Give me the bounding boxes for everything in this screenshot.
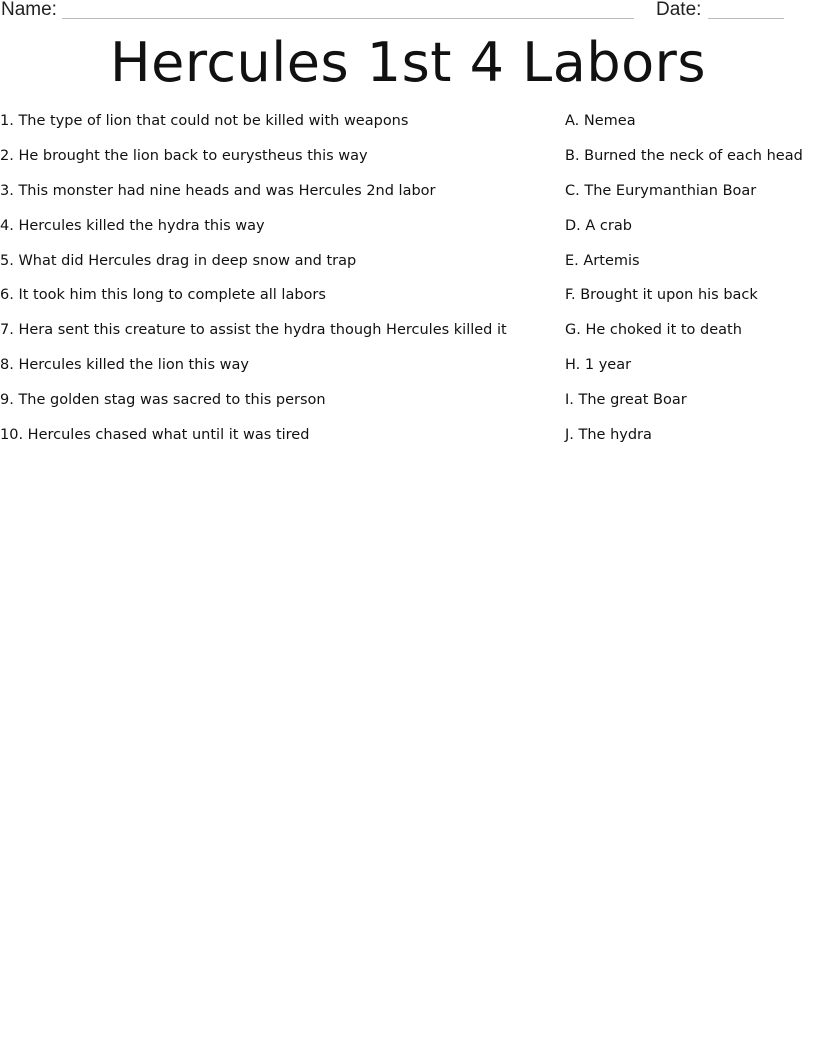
question-item: 10. Hercules chased what until it was tired	[0, 427, 310, 444]
answer-item: G. He choked it to death	[565, 322, 742, 339]
question-item: 8. Hercules killed the lion this way	[0, 357, 249, 374]
question-item: 1. The type of lion that could not be killed with weapons	[0, 113, 409, 129]
worksheet-header	[0, 0, 816, 24]
answer-item: C. The Eurymanthian Boar	[565, 182, 757, 199]
question-item: 6. It took him this long to complete all labors	[0, 287, 326, 304]
name-field[interactable]	[62, 18, 634, 19]
questions-list	[0, 111, 550, 460]
answer-item: E. Artemis	[565, 252, 640, 269]
answer-item: I. The great Boar	[565, 392, 687, 409]
answer-item: F. Brought it upon his back	[565, 287, 758, 304]
question-item: 3. This monster had nine heads and was Hercules 2nd labor	[0, 182, 436, 199]
date-label: Date:	[656, 0, 702, 20]
date-field[interactable]	[708, 18, 784, 19]
answer-item: B. Burned the neck of each head	[565, 147, 803, 164]
answer-item: D. A crab	[565, 217, 632, 234]
name-label: Name:	[1, 0, 57, 20]
question-item: 4. Hercules killed the hydra this way	[0, 217, 265, 234]
question-item: 5. What did Hercules drag in deep snow and trap	[0, 252, 357, 269]
answer-item: H. 1 year	[565, 357, 632, 374]
answers-list	[565, 111, 815, 460]
answer-item: J. The hydra	[565, 427, 652, 444]
question-item: 2. He brought the lion back to eurystheus this way	[0, 147, 368, 164]
question-item: 9. The golden stag was sacred to this person	[0, 392, 326, 409]
answer-item: A. Nemea	[565, 113, 636, 129]
page-title: Hercules 1st 4 Labors	[110, 31, 706, 94]
question-item: 7. Hera sent this creature to assist the hydra though Hercules killed it	[0, 322, 507, 339]
